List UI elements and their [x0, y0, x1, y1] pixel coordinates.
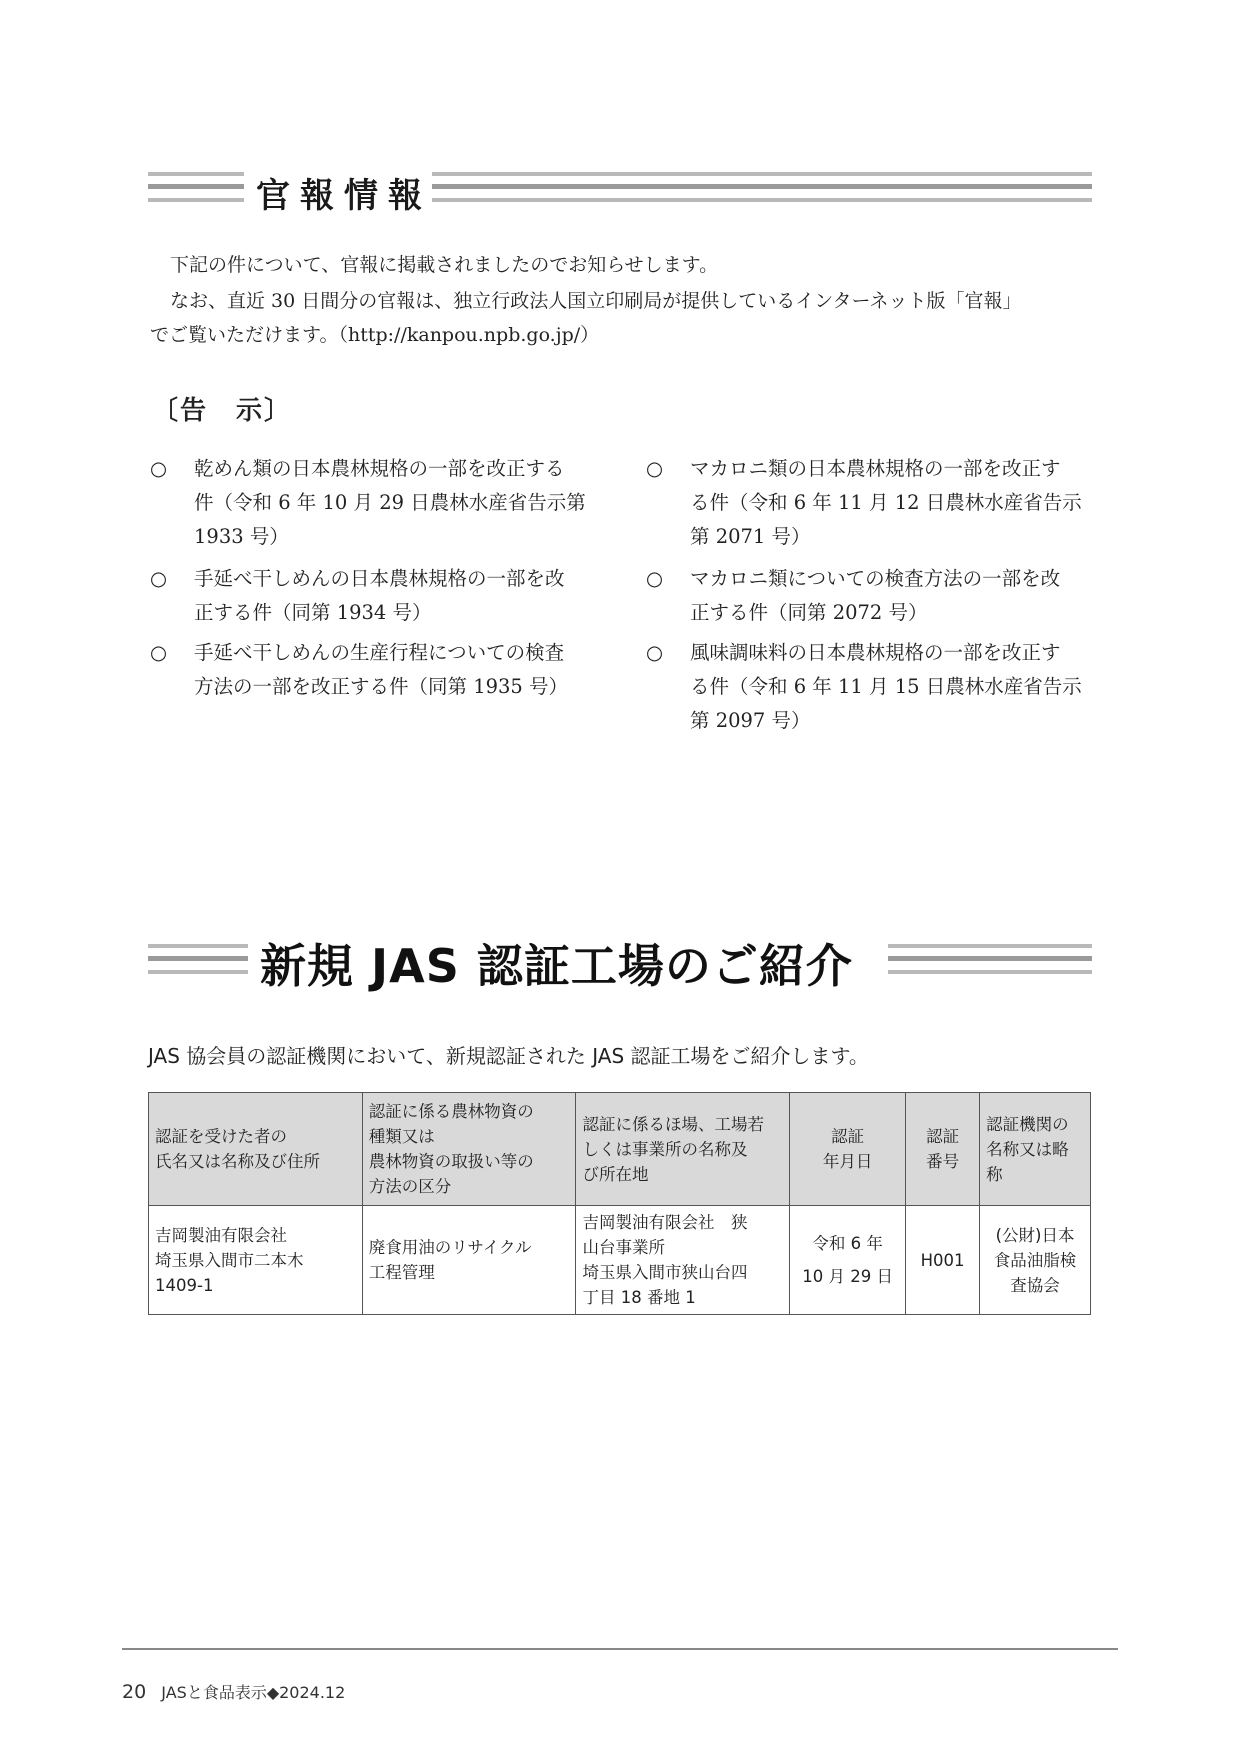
kanpo-header-stripes-right — [432, 172, 1092, 202]
col-header-certifier: 認証機関の 名称又は略 称 — [980, 1093, 1091, 1206]
kanpo-header-stripes-left — [148, 172, 244, 202]
circle-bullet-icon: ○ — [150, 457, 168, 480]
jas-intro: JAS 協会員の認証機関において、新規認証された JAS 認証工場をご紹介します。 — [148, 1044, 869, 1068]
jas-header-stripes-right — [888, 944, 1092, 974]
notice-item: ○ マカロニ類の日本農林規格の一部を改正す る件（令和 6 年 11 月 12 日農林水産省告示 第 2071 号） — [646, 452, 1106, 562]
col-header-date: 認証 年月日 — [790, 1093, 906, 1206]
notice-item: ○ 手延べ干しめんの生産行程についての検査 方法の一部を改正する件（同第 1935 号） — [150, 636, 610, 706]
circle-bullet-icon: ○ — [150, 641, 168, 664]
notice-item: ○ 手延べ干しめんの日本農林規格の一部を改 正する件（同第 1934 号） — [150, 562, 610, 632]
circle-bullet-icon: ○ — [646, 641, 664, 664]
cell-number: H001 — [906, 1206, 980, 1315]
page-number: 20 — [122, 1681, 147, 1703]
cell-certified-party: 吉岡製油有限会社 埼玉県入間市二本木 1409-1 — [149, 1206, 363, 1315]
publication-name: JASと食品表示◆2024.12 — [161, 1683, 346, 1702]
col-header-certified-party: 認証を受けた者の 氏名又は名称及び住所 — [149, 1093, 363, 1206]
notice-heading: 〔告 示〕 — [152, 396, 293, 426]
jas-section-title: 新規 JAS 認証工場のご紹介 — [260, 939, 853, 993]
kanpo-intro-2: なお、直近 30 日間分の官報は、独立行政法人国立印刷局が提供しているインターネット版「官報」 — [170, 290, 1022, 312]
table-row — [149, 1206, 1091, 1315]
kanpo-intro-1: 下記の件について、官報に掲載されましたのでお知らせします。 — [170, 254, 719, 276]
cell-date: 令和 6 年 10 月 29 日 — [790, 1206, 906, 1315]
notice-item: ○ マカロニ類についての検査方法の一部を改 正する件（同第 2072 号） — [646, 562, 1106, 632]
col-header-number: 認証 番号 — [906, 1093, 980, 1206]
notice-item: ○ 風味調味料の日本農林規格の一部を改正す る件（令和 6 年 11 月 15 日農林水産省告示 第 2097 号） — [646, 636, 1106, 746]
cell-certifier: (公財)日本 食品油脂検 査協会 — [980, 1206, 1091, 1315]
kanpo-intro-3: でご覧いただけます。（http://kanpou.npb.go.jp/） — [150, 324, 600, 346]
cell-facility: 吉岡製油有限会社 狭 山台事業所 埼玉県入間市狭山台四 丁目 18 番地 1 — [576, 1206, 790, 1315]
jas-header-stripes-left — [148, 944, 248, 974]
cell-product-type: 廃食用油のリサイクル 工程管理 — [362, 1206, 576, 1315]
circle-bullet-icon: ○ — [646, 457, 664, 480]
circle-bullet-icon: ○ — [150, 567, 168, 590]
page-footer — [122, 1680, 345, 1703]
kanpo-section-title: 官報情報 — [256, 176, 432, 216]
certified-factory-table — [148, 1092, 1091, 1315]
col-header-facility: 認証に係るほ場、工場若 しくは事業所の名称及 び所在地 — [576, 1093, 790, 1206]
col-header-product-type: 認証に係る農林物資の 種類又は 農林物資の取扱い等の 方法の区分 — [362, 1093, 576, 1206]
table-header-row — [149, 1093, 1091, 1206]
footer-divider — [122, 1648, 1118, 1650]
circle-bullet-icon: ○ — [646, 567, 664, 590]
notice-item: ○ 乾めん類の日本農林規格の一部を改正する 件（令和 6 年 10 月 29 日農林水産省告示第 1933 号） — [150, 452, 610, 562]
